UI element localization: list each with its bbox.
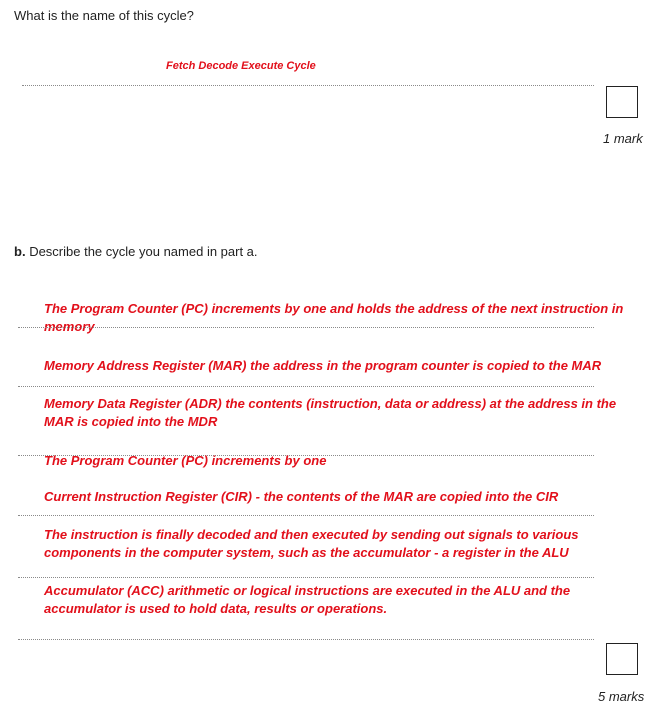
answer-line (18, 515, 594, 516)
answer-line (18, 327, 594, 328)
answer-b-line-4[interactable]: The Program Counter (PC) increments by one (44, 453, 327, 468)
answer-a[interactable]: Fetch Decode Execute Cycle (166, 60, 316, 72)
answer-line (22, 85, 594, 86)
question-b-text: Describe the cycle you named in part a. (29, 244, 258, 259)
answer-b-line-1[interactable]: The Program Counter (PC) increments by one and holds the address of the next instruction in memory (44, 301, 624, 334)
answer-line (18, 386, 594, 387)
answer-line (18, 639, 594, 640)
answer-b-line-6[interactable]: The instruction is finally decoded and then executed by sending out signals to various components in the computer system, such as the accumulator - a register in the ALU (44, 527, 579, 560)
answer-b-line-7[interactable]: Accumulator (ACC) arithmetic or logical instructions are executed in the ALU and the accumulator is used to hold data, results or operations. (44, 583, 571, 616)
marks-label-a: 1 mark (603, 131, 643, 146)
marks-label-b: 5 marks (598, 689, 645, 704)
question-b-heading (14, 244, 258, 259)
answer-b-line-3[interactable]: Memory Data Register (ADR) the contents (instruction, data or address) at the address in the MAR is copied into the MDR (44, 396, 617, 429)
mark-box-a[interactable] (606, 86, 638, 118)
answer-b-line-2[interactable]: Memory Address Register (MAR) the address in the program counter is copied to the MAR (44, 358, 602, 373)
mark-box-b[interactable] (606, 643, 638, 675)
answer-line (18, 577, 594, 578)
question-a-text: What is the name of this cycle? (14, 8, 194, 23)
answer-b-line-5[interactable]: Current Instruction Register (CIR) - the contents of the MAR are copied into the CIR (44, 489, 559, 504)
part-b-label: b. (14, 244, 26, 259)
